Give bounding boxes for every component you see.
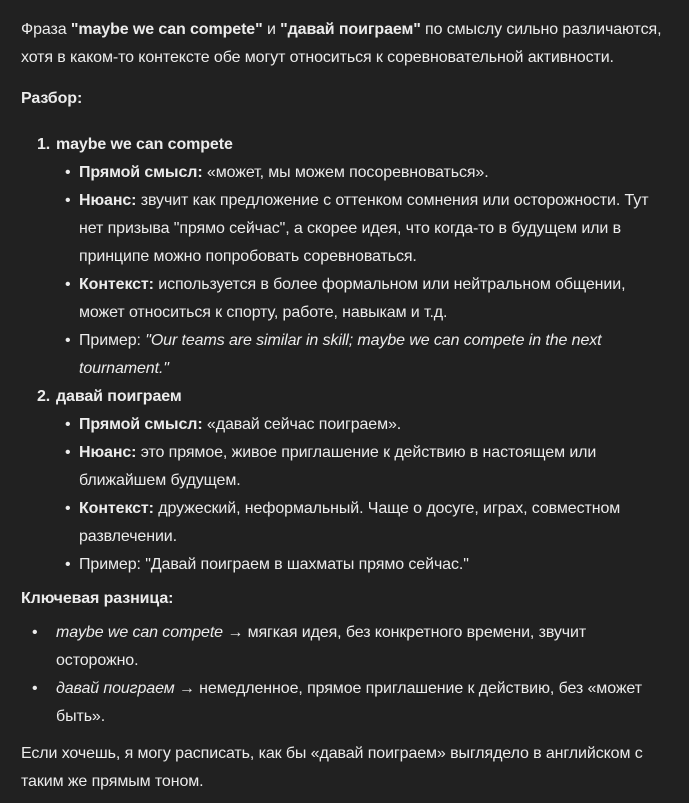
bullet-point: [21, 271, 668, 327]
bullet-point: [21, 411, 668, 439]
bullet-point: [21, 495, 668, 551]
bullet-icon: •: [65, 500, 71, 517]
bullet-point-text: Контекст: используется в более формальном или нейтральном общении, может относиться к спорту, работе, навыкам и т.д.: [79, 276, 626, 321]
bullet-icon: •: [65, 192, 71, 209]
key-difference-text: давай поиграем → немедленное, прямое приглашение к действию, без «может быть».: [56, 680, 642, 725]
list-item-2: [21, 383, 668, 579]
bullet-point: [21, 159, 668, 187]
list-item-1: [21, 131, 668, 383]
bullet-point: [21, 187, 668, 271]
key-difference-heading: Ключевая разница:: [21, 590, 174, 607]
intro-paragraph: Фраза "maybe we can compete" и "давай поиграем" по смыслу сильно различаются, хотя в каком-то контексте обе могут относиться к соревновательной активности.: [21, 21, 662, 66]
key-difference-item: [21, 675, 668, 731]
bullet-icon: •: [65, 444, 71, 461]
bullet-icon: •: [32, 624, 38, 641]
bullet-icon: •: [32, 680, 38, 697]
bullet-point-text: Нюанс: звучит как предложение с оттенком сомнения или осторожности. Тут нет призыва "прямо сейчас", а скорее идея, что когда-то в будущем или в принципе можно попробовать соревноваться.: [79, 192, 649, 265]
bullet-point-text: Прямой смысл: «может, мы можем посоревноваться».: [79, 164, 489, 181]
list-number-1: 1.: [37, 136, 51, 153]
key-difference-item: [21, 619, 668, 675]
list-item-2-title-row: [21, 383, 668, 411]
bullet-point-text: Пример: "Our teams are similar in skill; maybe we can compete in the next tournament.": [79, 332, 602, 377]
closing-paragraph: Если хочешь, я могу расписать, как бы «давай поиграем» выглядело в английском с таким же прямым тоном.: [21, 745, 643, 790]
bullet-icon: •: [65, 556, 71, 573]
bullet-point-text: Нюанс: это прямое, живое приглашение к действию в настоящем или ближайшем будущем.: [79, 444, 597, 489]
list-item-2-title: давай поиграем: [56, 388, 182, 405]
bullet-icon: •: [65, 416, 71, 433]
numbered-list: [21, 131, 668, 579]
list-item-1-title-row: [21, 131, 668, 159]
key-difference-text: maybe we can compete → мягкая идея, без конкретного времени, звучит осторожно.: [56, 624, 587, 669]
bullet-point-text: Контекст: дружеский, неформальный. Чаще о досуге, играх, совместном развлечении.: [79, 500, 621, 545]
list-item-1-points: [21, 159, 668, 383]
bullet-icon: •: [65, 276, 71, 293]
section-heading: Разбор:: [21, 90, 83, 107]
list-number-2: 2.: [37, 388, 51, 405]
bullet-icon: •: [65, 332, 71, 349]
bullet-point: [21, 327, 668, 383]
bullet-point: [21, 439, 668, 495]
bullet-icon: •: [65, 164, 71, 181]
list-item-2-points: [21, 411, 668, 579]
bullet-point-text: Пример: "Давай поиграем в шахматы прямо сейчас.": [79, 556, 469, 573]
key-difference-list: [21, 619, 668, 731]
bullet-point: [21, 551, 668, 579]
list-item-1-title: maybe we can compete: [56, 136, 233, 153]
bullet-point-text: Прямой смысл: «давай сейчас поиграем».: [79, 416, 402, 433]
